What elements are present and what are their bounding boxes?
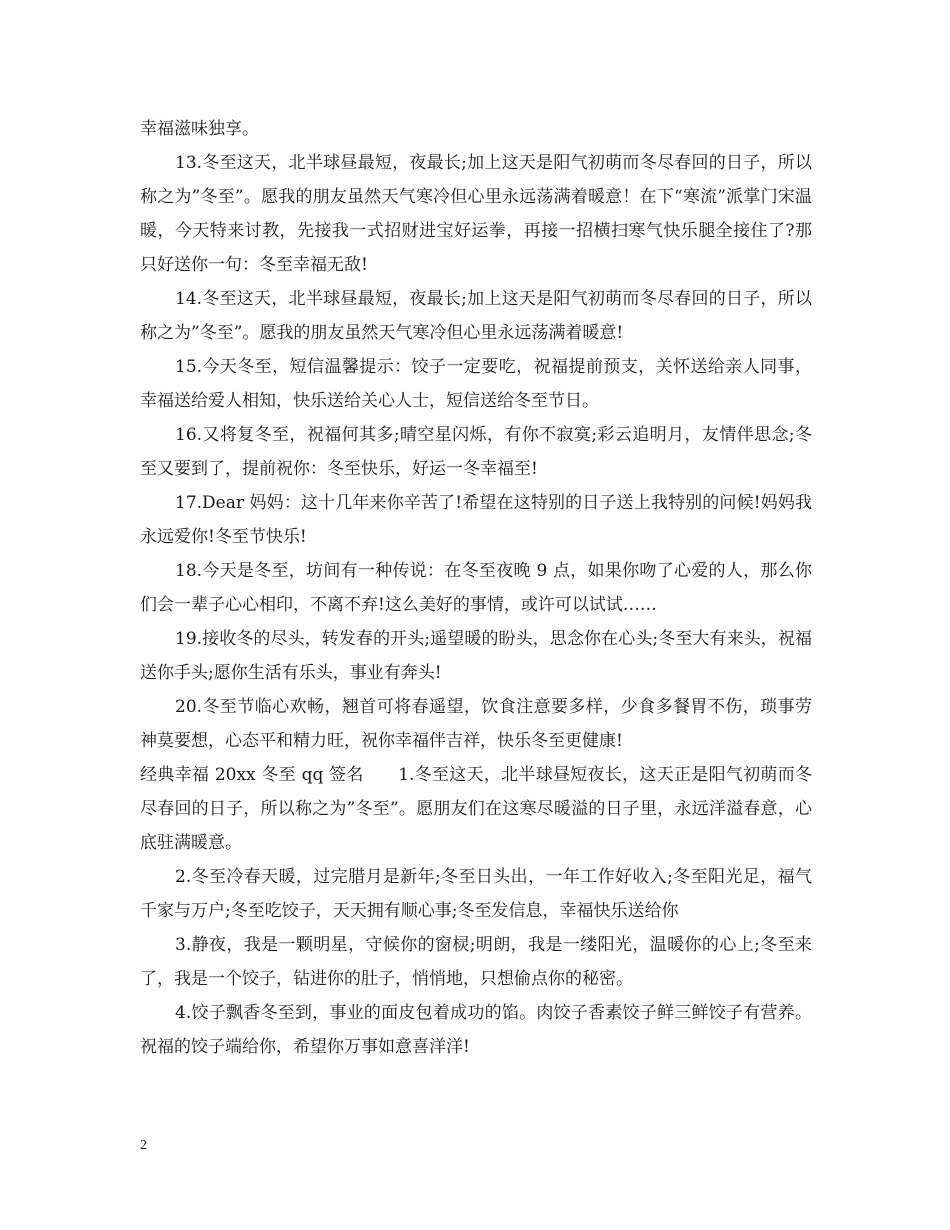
paragraph-item-13: 13.冬至这天，北半球昼最短，夜最长;加上这天是阳气初萌而冬尽春回的日子，所以称之为”冬至”。愿我的朋友虽然天气寒冷但心里永远荡满着暖意！在下“寒流”派掌门宋温暖，今天特来讨教，先接我一式招财进宝好运拳，再接一招横扫寒气快乐腿全接住了?那只好送你一句：冬至幸福无敌! — [140, 153, 812, 275]
page-number: 2 — [140, 1138, 147, 1153]
document-body — [140, 112, 812, 1064]
paragraph-item-19: 19.接收冬的尽头，转发春的开头;遥望暖的盼头，思念你在心头;冬至大有来头，祝福送你手头;愿你生活有乐头，事业有奔头! — [140, 629, 812, 683]
paragraph-item-14: 14.冬至这天，北半球昼最短，夜最长;加上这天是阳气初萌而冬尽春回的日子，所以称之为”冬至”。愿我的朋友虽然天气寒冷但心里永远荡满着暖意! — [140, 289, 812, 343]
paragraph-item-16: 16.又将复冬至，祝福何其多;晴空星闪烁，有你不寂寞;彩云追明月，友情伴思念;冬至又要到了，提前祝你：冬至快乐，好运一冬幸福至! — [140, 425, 812, 479]
paragraph-item-20: 20.冬至节临心欢畅，翘首可将春遥望，饮食注意要多样，少食多餐胃不伤，琐事劳神莫要想，心态平和精力旺，祝你幸福伴吉祥，快乐冬至更健康! — [140, 697, 812, 751]
paragraph-item-15: 15.今天冬至，短信温馨提示：饺子一定要吃，祝福提前预支，关怀送给亲人同事，幸福送给爱人相知，快乐送给关心人士，短信送给冬至节日。 — [140, 357, 812, 411]
paragraph-item-3: 3.静夜，我是一颗明星，守候你的窗棂;明朗，我是一缕阳光，温暖你的心上;冬至来了，我是一个饺子，钻进你的肚子，悄悄地，只想偷点你的秘密。 — [140, 935, 812, 989]
section-heading-with-item-1: 经典幸福 20xx 冬至 qq 签名 1.冬至这天，北半球昼短夜长，这天正是阳气初萌而冬尽春回的日子，所以称之为”冬至”。愿朋友们在这寒尽暖溢的日子里，永远洋溢春意，心底驻满暖意。 — [140, 765, 812, 853]
paragraph-item-2: 2.冬至冷春天暖，过完腊月是新年;冬至日头出，一年工作好收入;冬至阳光足，福气千家与万户;冬至吃饺子，天天拥有顺心事;冬至发信息，幸福快乐送给你 — [140, 867, 812, 921]
paragraph-item-4: 4.饺子飘香冬至到，事业的面皮包着成功的馅。肉饺子香素饺子鲜三鲜饺子有营养。祝福的饺子端给你，希望你万事如意喜洋洋! — [140, 1003, 812, 1057]
paragraph-continuation: 幸福滋味独享。 — [140, 119, 259, 139]
paragraph-item-17: 17.Dear 妈妈：这十几年来你辛苦了!希望在这特别的日子送上我特别的问候!妈妈我永远爱你!冬至节快乐! — [140, 493, 812, 547]
paragraph-item-18: 18.今天是冬至，坊间有一种传说：在冬至夜晚 9 点，如果你吻了心爱的人，那么你们会一辈子心心相印，不离不弃!这么美好的事情，或许可以试试…… — [140, 561, 812, 615]
